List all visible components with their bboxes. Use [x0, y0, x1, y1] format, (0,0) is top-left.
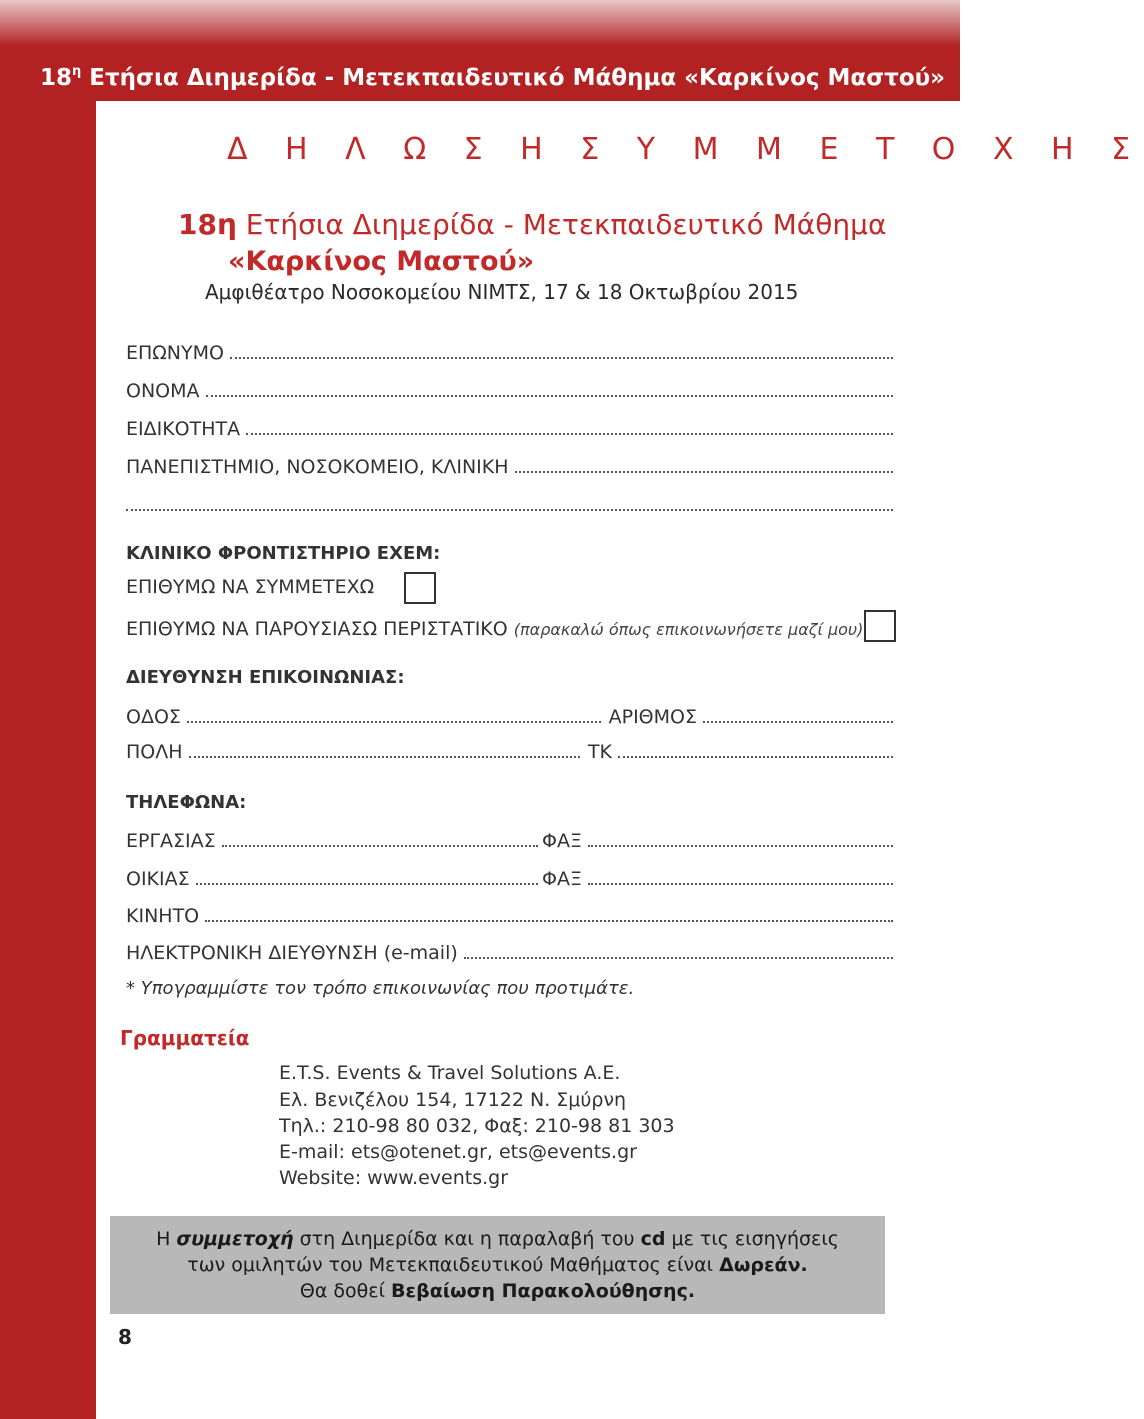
present-option-label: ΕΠΙΘΥΜΩ ΝΑ ΠΑΡΟΥΣΙΑΣΩ ΠΕΡΙΣΤΑΤΙΚΟ [126, 618, 508, 640]
city-postcode-field[interactable] [126, 737, 893, 763]
company-website: Website: www.events.gr [279, 1167, 509, 1189]
work-fax-label: ΦΑΞ [542, 830, 582, 852]
info-line-1 [110, 1228, 885, 1250]
name-field[interactable] [126, 376, 893, 402]
form-heading: Δ Η Λ Ω Σ Η Σ Υ Μ Μ Ε Τ Ο Χ Η Σ [227, 132, 1144, 167]
specialty-field[interactable] [126, 414, 893, 440]
info-line-1-c: στη Διημερίδα και η παραλαβή του [293, 1228, 641, 1250]
street-number-field[interactable] [126, 702, 893, 728]
number-dots [703, 721, 893, 723]
specialty-dots [246, 433, 893, 435]
street-dots [187, 721, 601, 723]
name-label: ΟΝΟΜΑ [126, 380, 200, 402]
company-email: E-mail: ets@otenet.gr, ets@events.gr [279, 1141, 637, 1163]
home-label: ΟΙΚΙΑΣ [126, 868, 190, 890]
event-title [178, 208, 886, 241]
specialty-label: ΕΙΔΙΚΟΤΗΤΑ [126, 418, 241, 440]
banner-title-text: Ετήσια Διημερίδα - Μετεκπαιδευτικό Μάθημα «Καρκίνος Μαστού» [89, 65, 946, 91]
info-line-3-a: Θα δοθεί [299, 1280, 392, 1302]
institution-dots-line2 [126, 509, 893, 511]
street-label: ΟΔΟΣ [126, 706, 181, 728]
banner-edition-sup: η [72, 64, 82, 79]
mobile-field[interactable] [126, 901, 893, 927]
left-accent-bar [0, 101, 96, 1419]
present-checkbox[interactable] [864, 610, 896, 642]
participate-checkbox[interactable] [404, 572, 436, 604]
info-line-2-a: των ομιλητών του Μετεκπαιδευτικού Μαθήματος είναι [187, 1254, 720, 1276]
banner-gradient [0, 0, 960, 46]
surname-field[interactable] [126, 338, 893, 364]
tutorial-heading: ΚΛΙΝΙΚΟ ΦΡΟΝΤΙΣΤΗΡΙΟ ΕΧΕΜ: [126, 543, 441, 564]
event-venue: Αμφιθέατρο Νοσοκομείου ΝΙΜΤΣ, 17 & 18 Οκτωβρίου 2015 [205, 280, 799, 304]
info-cd: cd [640, 1228, 666, 1250]
event-subtitle: «Καρκίνος Μαστού» [228, 246, 535, 277]
work-fax-field[interactable] [126, 826, 893, 852]
info-certificate: Βεβαίωση Παρακολούθησης. [391, 1280, 696, 1302]
mobile-dots [205, 920, 893, 922]
city-dots [189, 756, 580, 758]
name-dots [206, 395, 893, 397]
page-number: 8 [118, 1325, 132, 1349]
participate-option: ΕΠΙΘΥΜΩ ΝΑ ΣΥΜΜΕΤΕΧΩ [126, 576, 375, 598]
email-dots [464, 957, 893, 959]
info-line-2 [110, 1254, 885, 1276]
info-participation: συμμετοχή [176, 1228, 294, 1250]
address-heading: ΔΙΕΥΘΥΝΣΗ ΕΠΙΚΟΙΝΩΝΙΑΣ: [126, 667, 405, 688]
number-label: ΑΡΙΘΜΟΣ [608, 706, 697, 728]
present-option [126, 618, 863, 640]
email-field[interactable] [126, 938, 893, 964]
info-free: Δωρεάν. [719, 1254, 808, 1276]
home-fax-field[interactable] [126, 864, 893, 890]
work-fax-dots [588, 845, 893, 847]
info-line-1-a: Η [156, 1228, 177, 1250]
present-option-note: (παρακαλώ όπως επικοινωνήσετε μαζί μου) [513, 620, 864, 639]
phones-heading: ΤΗΛΕΦΩΝΑ: [126, 792, 247, 813]
postcode-label: ΤΚ [587, 741, 612, 763]
home-dots [196, 883, 538, 885]
free-participation-box [110, 1216, 885, 1314]
mobile-label: ΚΙΝΗΤΟ [126, 905, 200, 927]
work-dots [222, 845, 538, 847]
company-phone: Τηλ.: 210-98 80 032, Φαξ: 210-98 81 303 [279, 1115, 675, 1137]
surname-dots [230, 357, 893, 359]
institution-dots [515, 471, 893, 473]
company-name: E.T.S. Events & Travel Solutions A.E. [279, 1062, 621, 1084]
city-label: ΠΟΛΗ [126, 741, 183, 763]
banner-title [40, 64, 945, 91]
home-fax-dots [588, 883, 893, 885]
company-address: Ελ. Βενιζέλου 154, 17122 Ν. Σμύρνη [279, 1089, 627, 1111]
contact-preference-note: * Υπογραμμίστε τον τρόπο επικοινωνίας που προτιμάτε. [126, 978, 635, 999]
institution-field-continued[interactable] [126, 490, 893, 516]
header-banner [0, 0, 960, 101]
secretariat-label: Γραμματεία [120, 1026, 250, 1050]
event-number: 18η [178, 208, 237, 241]
info-line-1-e: με τις εισηγήσεις [665, 1228, 839, 1250]
event-title-text: Ετήσια Διημερίδα - Μετεκπαιδευτικό Μάθημα [236, 208, 887, 241]
info-line-3 [110, 1280, 885, 1302]
banner-edition: 18 [40, 65, 73, 91]
institution-label: ΠΑΝΕΠΙΣΤΗΜΙΟ, ΝΟΣΟΚΟΜΕΙΟ, ΚΛΙΝΙΚΗ [126, 456, 509, 478]
postcode-dots [618, 756, 893, 758]
home-fax-label: ΦΑΞ [542, 868, 582, 890]
email-label: ΗΛΕΚΤΡΟΝΙΚΗ ΔΙΕΥΘΥΝΣΗ (e-mail) [126, 942, 458, 964]
surname-label: ΕΠΩΝΥΜΟ [126, 342, 224, 364]
institution-field[interactable] [126, 452, 893, 478]
work-label: ΕΡΓΑΣΙΑΣ [126, 830, 216, 852]
